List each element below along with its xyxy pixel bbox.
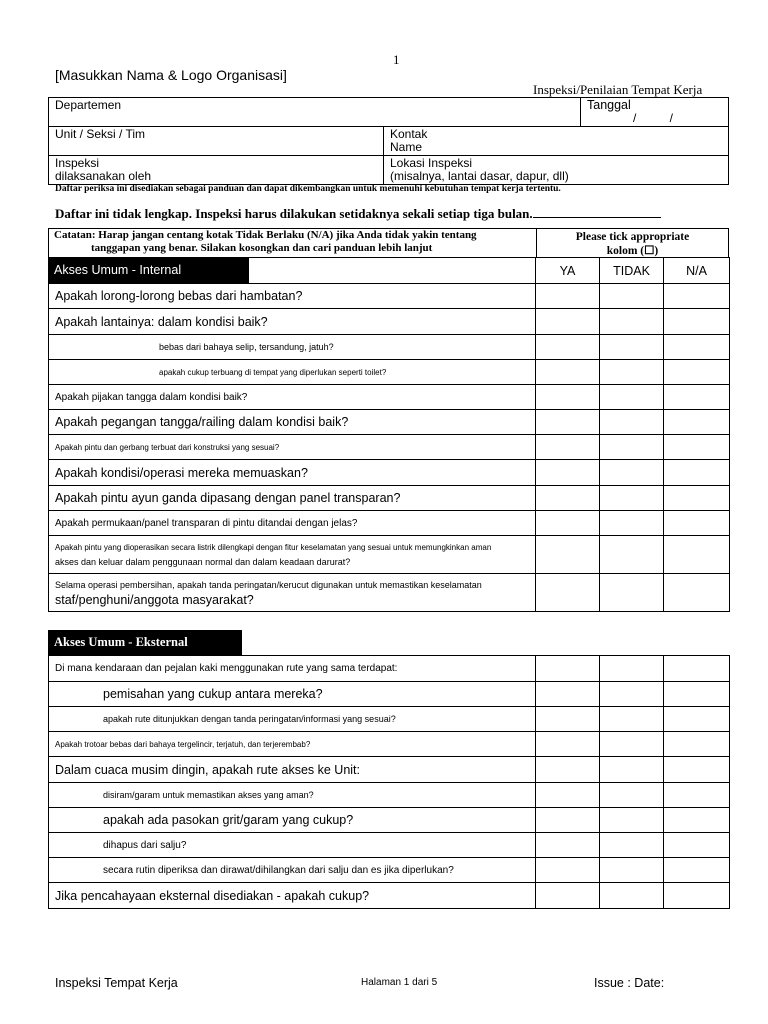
question: disiram/garam untuk memastikan akses yang aman? bbox=[49, 783, 536, 808]
table-row bbox=[49, 486, 730, 511]
checkbox-tidak[interactable] bbox=[600, 732, 664, 757]
table-row bbox=[49, 360, 730, 385]
checkbox-na[interactable] bbox=[664, 757, 730, 783]
question: apakah cukup terbuang di tempat yang diperlukan seperti toilet? bbox=[49, 360, 536, 385]
checkbox-na[interactable] bbox=[664, 883, 730, 909]
checkbox-na[interactable] bbox=[664, 284, 730, 309]
table-row bbox=[49, 883, 730, 909]
table-row bbox=[49, 435, 730, 460]
checkbox-tidak[interactable] bbox=[600, 574, 664, 612]
table-row bbox=[49, 284, 730, 309]
question: Apakah pijakan tangga dalam kondisi baik? bbox=[49, 385, 536, 410]
question: Jika pencahayaan eksternal disediakan - apakah cukup? bbox=[49, 883, 536, 909]
table-row bbox=[49, 385, 730, 410]
checkbox-tidak[interactable] bbox=[600, 460, 664, 486]
checkbox-tidak[interactable] bbox=[600, 385, 664, 410]
table-row bbox=[49, 656, 730, 682]
question: Apakah trotoar bebas dari bahaya tergelincir, terjatuh, dan terjerembab? bbox=[49, 732, 536, 757]
checkbox-tidak[interactable] bbox=[600, 858, 664, 883]
col-na: N/A bbox=[664, 258, 730, 284]
question bbox=[49, 574, 536, 612]
question: Dalam cuaca musim dingin, apakah rute akses ke Unit: bbox=[49, 757, 536, 783]
question: Apakah kondisi/operasi mereka memuaskan? bbox=[49, 460, 536, 486]
checkbox-tidak[interactable] bbox=[600, 511, 664, 536]
question: secara rutin diperiksa dan dirawat/dihilangkan dari salju dan es jika diperlukan? bbox=[49, 858, 536, 883]
question-line-1: Selama operasi pembersihan, apakah tanda peringatan/kerucut digunakan untuk memastikan keselamatan bbox=[55, 579, 482, 590]
checkbox-na[interactable] bbox=[664, 682, 730, 707]
table-row bbox=[49, 808, 730, 833]
section2-table bbox=[48, 655, 730, 909]
checkbox-tidak[interactable] bbox=[600, 883, 664, 909]
table-row bbox=[49, 410, 730, 435]
catatan-line-2: tanggapan yang benar. Silakan kosongkan dan cari panduan lebih lanjut bbox=[91, 242, 433, 254]
catatan-line-1: Catatan: Harap jangan centang kotak Tidak Berlaku (N/A) jika Anda tidak yakin tentang bbox=[54, 229, 477, 241]
checkbox-ya[interactable] bbox=[536, 360, 600, 385]
checkbox-na[interactable] bbox=[664, 833, 730, 858]
question: Apakah permukaan/panel transparan di pintu ditandai dengan jelas? bbox=[49, 511, 536, 536]
checkbox-ya[interactable] bbox=[536, 574, 600, 612]
checkbox-ya[interactable] bbox=[536, 783, 600, 808]
lokasi-cell[interactable] bbox=[384, 156, 729, 185]
checkbox-na[interactable] bbox=[664, 360, 730, 385]
checkbox-ya[interactable] bbox=[536, 682, 600, 707]
question: pemisahan yang cukup antara mereka? bbox=[49, 682, 536, 707]
table-row bbox=[49, 574, 730, 612]
checkbox-na[interactable] bbox=[664, 309, 730, 335]
checkbox-na[interactable] bbox=[664, 486, 730, 511]
question: Di mana kendaraan dan pejalan kaki menggunakan rute yang sama terdapat: bbox=[49, 656, 536, 682]
checkbox-na[interactable] bbox=[664, 385, 730, 410]
doc-title: Inspeksi/Penilaian Tempat Kerja bbox=[533, 82, 703, 97]
unit-cell[interactable] bbox=[49, 127, 384, 156]
table-row bbox=[49, 858, 730, 883]
checkbox-ya[interactable] bbox=[536, 435, 600, 460]
checkbox-ya[interactable] bbox=[536, 707, 600, 732]
lokasi-hint: (misalnya, lantai dasar, dapur, dll) bbox=[390, 169, 569, 183]
checkbox-ya[interactable] bbox=[536, 460, 600, 486]
question: apakah ada pasokan grit/garam yang cukup? bbox=[49, 808, 536, 833]
departemen-label: Departemen bbox=[55, 98, 122, 112]
checkbox-na[interactable] bbox=[664, 858, 730, 883]
checkbox-ya[interactable] bbox=[536, 757, 600, 783]
question-line-2: akses dan keluar dalam penggunaan normal dan dalam keadaan darurat? bbox=[55, 556, 351, 567]
info-table bbox=[48, 97, 729, 185]
checkbox-tidak[interactable] bbox=[600, 486, 664, 511]
checkbox-ya[interactable] bbox=[536, 410, 600, 435]
tick-line-2: kolom (☐) bbox=[606, 245, 659, 257]
question bbox=[49, 536, 536, 574]
checkbox-tidak[interactable] bbox=[600, 360, 664, 385]
checkbox-ya[interactable] bbox=[536, 808, 600, 833]
org-placeholder: [Masukkan Nama & Logo Organisasi] bbox=[55, 67, 287, 83]
question: Apakah lorong-lorong bebas dari hambatan? bbox=[49, 284, 536, 309]
table-row bbox=[49, 460, 730, 486]
checkbox-ya[interactable] bbox=[536, 335, 600, 360]
checkbox-na[interactable] bbox=[664, 808, 730, 833]
question: Apakah pintu ayun ganda dipasang dengan panel transparan? bbox=[49, 486, 536, 511]
section1-title: Akses Umum - Internal bbox=[48, 258, 249, 283]
checkbox-na[interactable] bbox=[664, 574, 730, 612]
col-ya: YA bbox=[536, 258, 600, 284]
checkbox-ya[interactable] bbox=[536, 284, 600, 309]
tick-line-1: Please tick appropriate bbox=[575, 231, 690, 243]
checkbox-tidak[interactable] bbox=[600, 656, 664, 682]
checkbox-na[interactable] bbox=[664, 707, 730, 732]
footer-left: Inspeksi Tempat Kerja bbox=[55, 976, 178, 990]
checkbox-na[interactable] bbox=[664, 656, 730, 682]
question-line-2: staf/penghuni/anggota masyarakat? bbox=[55, 592, 254, 607]
checkbox-na[interactable] bbox=[664, 536, 730, 574]
tick-instructions bbox=[536, 230, 729, 258]
date-slashes: / / bbox=[633, 111, 674, 125]
checkbox-tidak[interactable] bbox=[600, 435, 664, 460]
table-row bbox=[49, 511, 730, 536]
tanggal-cell[interactable] bbox=[581, 98, 729, 127]
checkbox-tidak[interactable] bbox=[600, 833, 664, 858]
checkbox-tidak[interactable] bbox=[600, 707, 664, 732]
page-number: 1 bbox=[393, 52, 400, 67]
checkbox-na[interactable] bbox=[664, 783, 730, 808]
checkbox-ya[interactable] bbox=[536, 309, 600, 335]
question: Apakah pintu dan gerbang terbuat dari konstruksi yang sesuai? bbox=[49, 435, 536, 460]
checkbox-tidak[interactable] bbox=[600, 682, 664, 707]
unit-label: Unit / Seksi / Tim bbox=[55, 127, 146, 141]
inspeksi-by-label: dilaksanakan oleh bbox=[55, 169, 152, 183]
question: Apakah pegangan tangga/railing dalam kondisi baik? bbox=[49, 410, 536, 435]
checkbox-tidak[interactable] bbox=[600, 335, 664, 360]
column-header-row bbox=[535, 257, 730, 284]
departemen-cell[interactable] bbox=[49, 98, 581, 127]
table-row bbox=[49, 757, 730, 783]
checkbox-ya[interactable] bbox=[536, 732, 600, 757]
checkbox-ya[interactable] bbox=[536, 883, 600, 909]
checkbox-tidak[interactable] bbox=[600, 757, 664, 783]
checkbox-na[interactable] bbox=[664, 435, 730, 460]
checkbox-ya[interactable] bbox=[536, 385, 600, 410]
checkbox-ya[interactable] bbox=[536, 486, 600, 511]
checkbox-ya[interactable] bbox=[536, 656, 600, 682]
table-row bbox=[49, 682, 730, 707]
note-underline bbox=[533, 206, 661, 218]
checkbox-tidak[interactable] bbox=[600, 536, 664, 574]
section2-title: Akses Umum - Eksternal bbox=[48, 630, 242, 655]
footer-center: Halaman 1 dari 5 bbox=[361, 977, 438, 988]
table-row bbox=[49, 833, 730, 858]
note-big-text: Daftar ini tidak lengkap. Inspeksi harus dilakukan setidaknya sekali setiap tiga bulan. bbox=[55, 206, 533, 221]
question: bebas dari bahaya selip, tersandung, jatuh? bbox=[49, 335, 536, 360]
kontak-label: Kontak bbox=[390, 127, 428, 141]
question-line-1: Apakah pintu yang dioperasikan secara listrik dilengkapi dengan fitur keselamatan yang sesuai untuk memungkinkan aman bbox=[55, 542, 492, 552]
footer-right: Issue : Date: bbox=[594, 976, 665, 990]
table-row bbox=[49, 536, 730, 574]
table-row bbox=[49, 335, 730, 360]
table-row bbox=[49, 309, 730, 335]
kontak-cell[interactable] bbox=[384, 127, 729, 156]
inspeksi-label: Inspeksi bbox=[55, 156, 100, 170]
tanggal-label: Tanggal bbox=[587, 98, 631, 112]
col-tidak: TIDAK bbox=[600, 258, 664, 284]
checkbox-tidak[interactable] bbox=[600, 808, 664, 833]
checkbox-ya[interactable] bbox=[536, 536, 600, 574]
lokasi-label: Lokasi Inspeksi bbox=[390, 156, 473, 170]
table-row bbox=[49, 783, 730, 808]
note-big bbox=[55, 206, 661, 222]
note-small: Daftar periksa ini disediakan sebagai panduan dan dapat dikembangkan untuk memenuhi kebutuhan tempat kerja tertentu. bbox=[55, 184, 561, 194]
checkbox-tidak[interactable] bbox=[600, 284, 664, 309]
checkbox-tidak[interactable] bbox=[600, 309, 664, 335]
section1-table bbox=[48, 283, 730, 612]
kontak-name-label: Name bbox=[390, 140, 423, 154]
question: apakah rute ditunjukkan dengan tanda peringatan/informasi yang sesuai? bbox=[49, 707, 536, 732]
question: Apakah lantainya: dalam kondisi baik? bbox=[49, 309, 536, 335]
checkbox-ya[interactable] bbox=[536, 511, 600, 536]
checkbox-ya[interactable] bbox=[536, 833, 600, 858]
checkbox-tidak[interactable] bbox=[600, 783, 664, 808]
table-row bbox=[49, 732, 730, 757]
checkbox-na[interactable] bbox=[664, 410, 730, 435]
inspeksi-cell[interactable] bbox=[49, 156, 384, 185]
checkbox-na[interactable] bbox=[664, 460, 730, 486]
question: dihapus dari salju? bbox=[49, 833, 536, 858]
checkbox-na[interactable] bbox=[664, 335, 730, 360]
checkbox-na[interactable] bbox=[664, 511, 730, 536]
checkbox-ya[interactable] bbox=[536, 858, 600, 883]
table-row bbox=[49, 707, 730, 732]
checkbox-tidak[interactable] bbox=[600, 410, 664, 435]
checkbox-na[interactable] bbox=[664, 732, 730, 757]
